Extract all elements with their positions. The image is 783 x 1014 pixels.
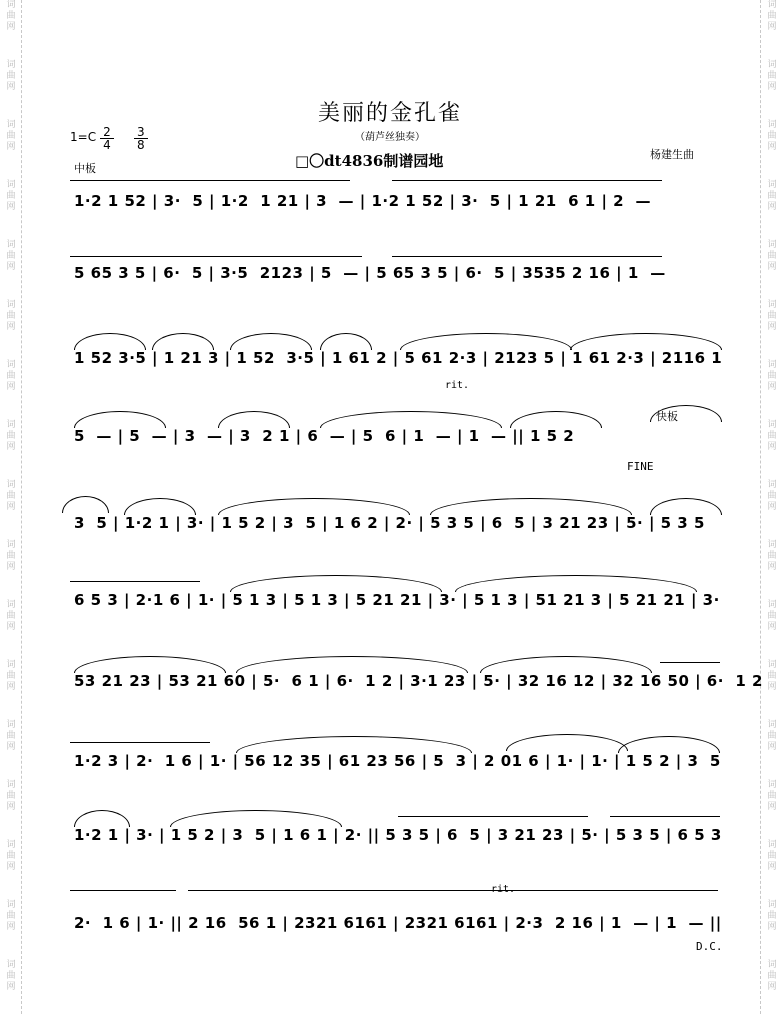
slur xyxy=(124,498,196,515)
watermark: 词 曲 网 xyxy=(6,120,16,152)
transcriber-credit: □〇dt4836制谱园地 xyxy=(295,152,444,170)
watermark: 词 曲 网 xyxy=(767,300,777,332)
watermark: 词 曲 网 xyxy=(767,960,777,992)
staff-line-10 xyxy=(70,900,720,940)
watermark: 词 曲 网 xyxy=(6,180,16,212)
staff-line-2 xyxy=(70,250,720,290)
watermark: 词 曲 网 xyxy=(6,60,16,92)
watermark: 词 曲 网 xyxy=(6,720,16,752)
watermark: 词 曲 网 xyxy=(6,0,16,32)
left-watermark-column xyxy=(0,0,22,1014)
slur xyxy=(650,498,722,515)
slur xyxy=(74,810,130,827)
slur xyxy=(400,333,572,350)
time-signature: $\frac{3}{8}$ xyxy=(134,126,148,151)
staff-line-9 xyxy=(70,812,720,852)
watermark: 词 曲 网 xyxy=(767,780,777,812)
slur xyxy=(74,411,166,428)
staff-line-3 xyxy=(70,335,723,375)
watermark: 词 曲 网 xyxy=(767,480,777,512)
watermark: 词 曲 网 xyxy=(767,660,777,692)
staff-line-8 xyxy=(70,738,720,778)
slur xyxy=(62,496,109,513)
staff-notes: 1·2 1 | 3· | 1 5 2 | 3 5 | 1 6 1 | 2· || 5 3 5 | 6 5 | 3 21 23 | 5· | 5 3 5 | 6 5 3 xyxy=(74,826,722,844)
watermark: 词 曲 网 xyxy=(6,600,16,632)
slur xyxy=(230,333,312,350)
watermark: 词 曲 网 xyxy=(767,120,777,152)
watermark: 词 曲 网 xyxy=(6,900,16,932)
phrase-line xyxy=(70,180,350,191)
volta-bracket-1 xyxy=(70,890,176,901)
watermark: 词 曲 网 xyxy=(767,540,777,572)
slur xyxy=(230,575,442,592)
staff-line-5 xyxy=(70,500,720,540)
ritardando-marking: rit. xyxy=(445,380,470,391)
key-signature: 1=C xyxy=(70,130,97,144)
right-watermark-column xyxy=(760,0,782,1014)
slur xyxy=(510,411,602,428)
slur xyxy=(74,333,146,350)
volta-bracket-2 xyxy=(188,890,718,901)
watermark: 词 曲 网 xyxy=(6,480,16,512)
watermark: 词 曲 网 xyxy=(6,360,16,392)
staff-line-7 xyxy=(70,658,763,698)
watermark: 词 曲 网 xyxy=(767,60,777,92)
watermark: 词 曲 网 xyxy=(6,540,16,572)
time-signatures xyxy=(100,126,164,151)
slur xyxy=(170,810,342,827)
staff-notes: 5 — | 5 — | 3 — | 3 2 1 | 6 — | 5 6 | 1 — | 1 — || 1 5 2 xyxy=(74,427,575,445)
staff-notes: 1 52 3·5 | 1 21 3 | 1 52 3·5 | 1 61 2 | 5 61 2·3 | 2123 5 | 1 61 2·3 | 2116 1 xyxy=(74,349,723,367)
slur xyxy=(74,656,226,673)
staff-notes: 3 5 | 1·2 1 | 3· | 1 5 2 | 3 5 | 1 6 2 | 2· | 5 3 5 | 6 5 | 3 21 23 | 5· | 5 3 5 xyxy=(74,514,705,532)
watermark: 词 曲 网 xyxy=(6,240,16,272)
slur xyxy=(320,333,372,350)
watermark: 词 曲 网 xyxy=(767,720,777,752)
watermark: 词 曲 网 xyxy=(767,840,777,872)
staff-line-6 xyxy=(70,577,720,617)
slur xyxy=(320,411,502,428)
watermark: 词 曲 网 xyxy=(767,600,777,632)
staff-notes: 2· 1 6 | 1· || 2 16 56 1 | 2321 6161 | 2321 6161 | 2·3 2 16 | 1 — | 1 — || xyxy=(74,914,722,932)
slur xyxy=(570,333,722,350)
dc-marking: D.C. xyxy=(696,940,723,953)
slur xyxy=(455,575,697,592)
watermark: 词 曲 网 xyxy=(767,0,777,32)
watermark: 词 曲 网 xyxy=(767,900,777,932)
watermark: 词 曲 网 xyxy=(767,420,777,452)
watermark: 词 曲 网 xyxy=(6,300,16,332)
staff-notes: 1·2 1 52 | 3· 5 | 1·2 1 21 | 3 — | 1·2 1 52 | 3· 5 | 1 21 6 1 | 2 — xyxy=(74,192,652,210)
slur xyxy=(430,498,632,515)
ritardando-marking: rit. xyxy=(491,884,516,895)
slur xyxy=(618,736,720,753)
staff-line-4 xyxy=(70,413,720,453)
tempo-marking-allegro: 快板 xyxy=(656,410,678,423)
slur xyxy=(480,656,652,673)
staff-notes: 53 21 23 | 53 21 60 | 5· 6 1 | 6· 1 2 | 3·1 23 | 5· | 32 16 12 | 32 16 50 | 6· 1 2 xyxy=(74,672,763,690)
watermark: 词 曲 网 xyxy=(767,180,777,212)
watermark: 词 曲 网 xyxy=(767,360,777,392)
slur xyxy=(236,656,468,673)
song-subtitle: （葫芦丝独奏） xyxy=(355,132,425,143)
watermark: 词 曲 网 xyxy=(767,240,777,272)
composer-credit: 杨建生曲 xyxy=(650,148,694,161)
time-signature: $\frac{2}{4}$ xyxy=(100,126,114,151)
staff-notes: 5 65 3 5 | 6· 5 | 3·5 2123 | 5 — | 5 65 3 5 | 6· 5 | 3535 2 16 | 1 — xyxy=(74,264,666,282)
phrase-line xyxy=(392,180,662,191)
watermark: 词 曲 网 xyxy=(6,780,16,812)
watermark: 词 曲 网 xyxy=(6,420,16,452)
slur xyxy=(152,333,214,350)
staff-notes: 1·2 3 | 2· 1 6 | 1· | 56 12 35 | 61 23 56 | 5 3 | 2 01 6 | 1· | 1· | 1 5 2 | 3 5 xyxy=(74,752,721,770)
slur xyxy=(218,498,410,515)
slur xyxy=(218,411,290,428)
tempo-marking-moderato: 中板 xyxy=(74,162,96,175)
fine-marking: FINE xyxy=(627,460,654,473)
slur xyxy=(506,734,628,751)
watermark: 词 曲 网 xyxy=(6,840,16,872)
watermark: 词 曲 网 xyxy=(6,660,16,692)
watermark: 词 曲 网 xyxy=(6,960,16,992)
staff-notes: 6 5 3 | 2·1 6 | 1· | 5 1 3 | 5 1 3 | 5 21 21 | 3· | 5 1 3 | 51 21 3 | 5 21 21 | 3· xyxy=(74,591,720,609)
song-title: 美丽的金孔雀 xyxy=(317,101,462,126)
slur xyxy=(236,736,472,753)
staff-line-1 xyxy=(70,178,720,218)
